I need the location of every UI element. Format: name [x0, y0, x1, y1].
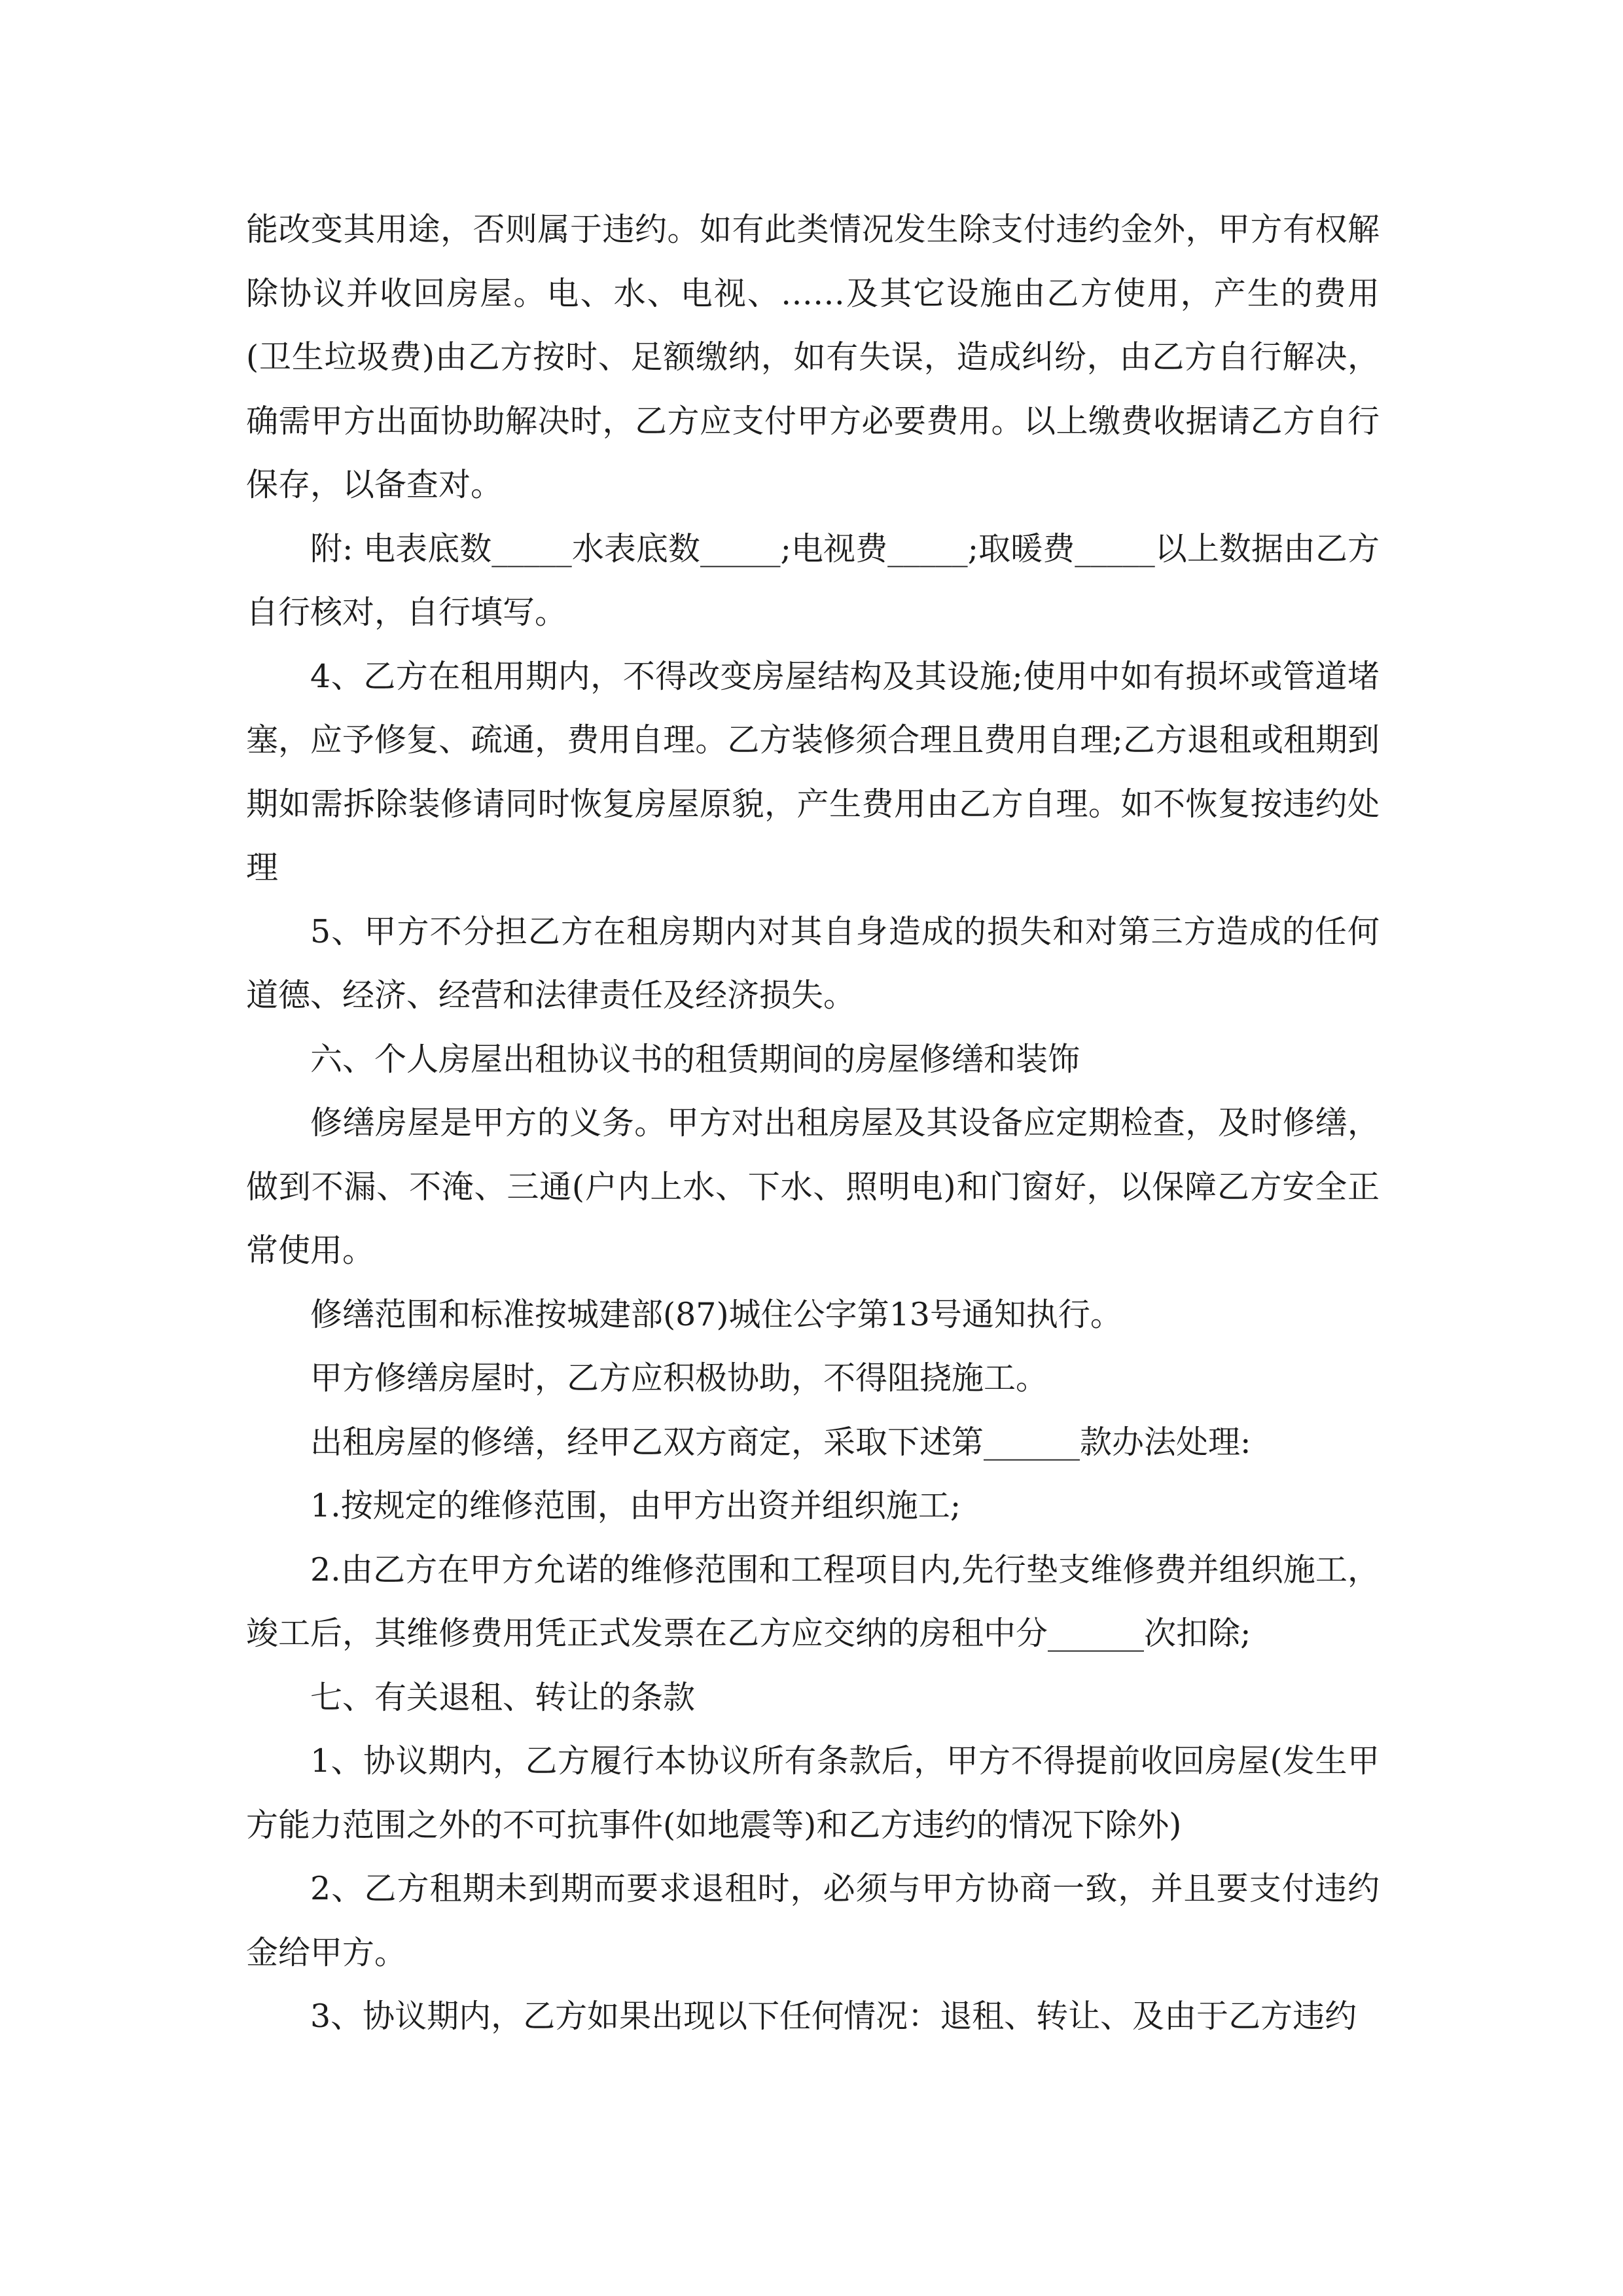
paragraph-02: 附: 电表底数_____水表底数_____;电视费_____;取暖费_____以上数据由乙方自行核对，自行填写。	[246, 529, 1380, 631]
paragraph-14: 2、乙方租期未到期而要求退租时，必须与甲方协商一致，并且要支付违约金给甲方。	[246, 1870, 1380, 1971]
paragraph-01: 能改变其用途，否则属于违约。如有此类情况发生除支付违约金外，甲方有权解除协议并收回房屋。电、水、电视、……及其它设施由乙方使用，产生的费用(卫生垃圾费)由乙方按时、足额缴纳，如有失误，造成纠纷，由乙方自行解决，确需甲方出面协助解决时，乙方应支付甲方必要费用。以上缴费收据请乙方自行保存，以备查对。	[246, 211, 1380, 503]
paragraph-04: 5、甲方不分担乙方在租房期内对其自身造成的损失和对第三方造成的任何道德、经济、经营和法律责任及经济损失。	[246, 912, 1380, 1014]
paragraph-11: 2.由乙方在甲方允诺的维修范围和工程项目内,先行垫支维修费并组织施工，竣工后，其维修费用凭正式发票在乙方应交纳的房租中分______次扣除;	[246, 1551, 1380, 1652]
paragraph-10: 1.按规定的维修范围，由甲方出资并组织施工;	[310, 1487, 961, 1524]
section-heading-7: 七、有关退租、转让的条款	[310, 1678, 696, 1716]
paragraph-07: 修缮范围和标准按城建部(87)城住公字第13号通知执行。	[310, 1295, 1122, 1333]
paragraph-13: 1、协议期内，乙方履行本协议所有条款后，甲方不得提前收回房屋(发生甲方能力范围之外的不可抗事件(如地震等)和乙方违约的情况下除外)	[246, 1742, 1380, 1844]
paragraph-06: 修缮房屋是甲方的义务。甲方对出租房屋及其设备应定期检查，及时修缮，做到不漏、不淹、三通(户内上水、下水、照明电)和门窗好，以保障乙方安全正常使用。	[246, 1104, 1380, 1269]
section-heading-6: 六、个人房屋出租协议书的租赁期间的房屋修缮和装饰	[310, 1040, 1080, 1078]
paragraph-15: 3、协议期内，乙方如果出现以下任何情况：退租、转让、及由于乙方违约	[310, 1998, 1357, 2035]
document-body	[246, 198, 1380, 2049]
paragraph-03: 4、乙方在租用期内，不得改变房屋结构及其设施;使用中如有损坏或管道堵塞，应予修复、疏通，费用自理。乙方装修须合理且费用自理;乙方退租或租期到期如需拆除装修请同时恢复房屋原貌，产生费用由乙方自理。如不恢复按违约处理	[246, 657, 1380, 886]
paragraph-09: 出租房屋的修缮，经甲乙双方商定，采取下述第______款办法处理:	[310, 1423, 1251, 1461]
paragraph-08: 甲方修缮房屋时，乙方应积极协助，不得阻挠施工。	[310, 1359, 1048, 1397]
